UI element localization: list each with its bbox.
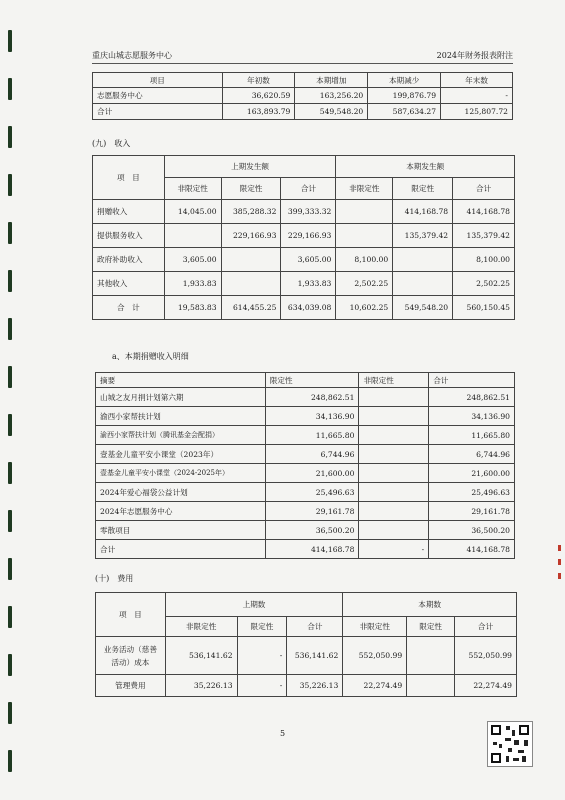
cell: 合计 [96, 540, 266, 559]
cell: 163,256.20 [295, 88, 368, 104]
cell: 1,933.83 [164, 272, 221, 296]
cell [393, 272, 453, 296]
cell: 零散项目 [96, 521, 266, 540]
cell: 合 计 [93, 296, 165, 320]
cell: 14,045.00 [164, 200, 221, 224]
col-header: 非限定性 [343, 617, 407, 637]
col-header: 限定性 [407, 617, 455, 637]
cell: 35,226.13 [287, 675, 343, 697]
cell [221, 248, 281, 272]
cell: 山城之友月捐计划第六期 [96, 388, 266, 407]
cell [336, 224, 393, 248]
cell: 414,168.78 [393, 200, 453, 224]
cell: 36,500.20 [265, 521, 359, 540]
cell: 11,665.80 [265, 426, 359, 445]
cell [393, 248, 453, 272]
cell: - [359, 540, 429, 559]
col-header: 合计 [281, 178, 336, 200]
col-group-prev: 上期数 [165, 593, 343, 617]
cell [359, 407, 429, 426]
cell: 合计 [93, 104, 223, 120]
col-header: 合计 [287, 617, 343, 637]
cell: 34,136.90 [429, 407, 515, 426]
cell [359, 521, 429, 540]
col-header: 摘要 [96, 373, 266, 388]
cell: 29,161.78 [265, 502, 359, 521]
qr-code-icon [487, 721, 533, 767]
cell: 549,548.20 [295, 104, 368, 120]
cell: 11,665.80 [429, 426, 515, 445]
cell [221, 272, 281, 296]
col-header: 项目 [93, 73, 223, 88]
table-row [96, 637, 517, 675]
cell: 163,893.79 [222, 104, 295, 120]
cell: 2024年爱心福袋公益计划 [96, 483, 266, 502]
col-header: 本期增加 [295, 73, 368, 88]
col-header: 合计 [429, 373, 515, 388]
cell: 政府补助收入 [93, 248, 165, 272]
col-header: 限定性 [393, 178, 453, 200]
cell: 399,333.32 [281, 200, 336, 224]
cell: 渝西小家帮扶计划（腾讯基金会配捐） [96, 426, 266, 445]
binding-marks [8, 30, 14, 790]
cell: 587,634.27 [368, 104, 441, 120]
col-header: 非限定性 [164, 178, 221, 200]
cell: 渝西小家帮扶计划 [96, 407, 266, 426]
table-row [96, 483, 515, 502]
col-header: 限定性 [265, 373, 359, 388]
cell: 22,274.49 [343, 675, 407, 697]
cell: 414,168.78 [429, 540, 515, 559]
cell: 志愿服务中心 [93, 88, 223, 104]
page-header [92, 50, 513, 64]
cell [359, 502, 429, 521]
table-row [96, 426, 515, 445]
cell: 业务活动（慈善活动）成本 [96, 637, 166, 675]
cell: - [237, 675, 287, 697]
cell: - [441, 88, 513, 104]
col-header: 非限定性 [336, 178, 393, 200]
cell: 29,161.78 [429, 502, 515, 521]
cell: 8,100.00 [453, 248, 515, 272]
cell: 552,050.99 [343, 637, 407, 675]
cell: 6,744.96 [429, 445, 515, 464]
col-header: 年末数 [441, 73, 513, 88]
table-row [96, 675, 517, 697]
cell: 3,605.00 [164, 248, 221, 272]
col-header: 非限定性 [359, 373, 429, 388]
cell: 248,862.51 [265, 388, 359, 407]
cell: 2,502.25 [336, 272, 393, 296]
cell: 135,379.42 [393, 224, 453, 248]
cell: 414,168.78 [453, 200, 515, 224]
cell [164, 224, 221, 248]
col-header: 限定性 [237, 617, 287, 637]
cell: 21,600.00 [265, 464, 359, 483]
cell: 549,548.20 [393, 296, 453, 320]
cell: 1,933.83 [281, 272, 336, 296]
cell: 管理费用 [96, 675, 166, 697]
page-number: 5 [279, 729, 286, 738]
section-title-expenses: (十) 费用 [95, 574, 134, 583]
fund-balance-table [92, 72, 513, 120]
col-header: 年初数 [222, 73, 295, 88]
cell: 229,166.93 [221, 224, 281, 248]
cell: 634,039.08 [281, 296, 336, 320]
col-header: 合计 [455, 617, 517, 637]
cell: 捐赠收入 [93, 200, 165, 224]
cell: 22,274.49 [455, 675, 517, 697]
income-table [92, 155, 515, 320]
cell: 壹基金儿童平安小课堂（2024-2025年） [96, 464, 266, 483]
subsection-title-donations: a、本期捐赠收入明细 [112, 352, 189, 361]
cell: 其他收入 [93, 272, 165, 296]
cell [359, 464, 429, 483]
cell: 10,602.25 [336, 296, 393, 320]
cell: 19,583.83 [164, 296, 221, 320]
table-row [96, 464, 515, 483]
cell [359, 388, 429, 407]
table-row [93, 88, 513, 104]
col-group-prev: 上期发生额 [164, 156, 336, 178]
cell [359, 483, 429, 502]
table-row [96, 502, 515, 521]
col-header-item: 项 目 [93, 156, 165, 200]
cell [336, 200, 393, 224]
table-row-total [96, 540, 515, 559]
col-group-curr: 本期数 [343, 593, 517, 617]
cell [359, 445, 429, 464]
cell: 414,168.78 [265, 540, 359, 559]
cell: 25,496.63 [429, 483, 515, 502]
cell: 614,455.25 [221, 296, 281, 320]
cell: 536,141.62 [165, 637, 237, 675]
table-row [93, 248, 515, 272]
edge-marks [557, 545, 561, 585]
table-row [96, 445, 515, 464]
header-org: 重庆山城志愿服务中心 [92, 51, 172, 60]
cell: 36,500.20 [429, 521, 515, 540]
col-header: 非限定性 [165, 617, 237, 637]
col-group-curr: 本期发生额 [336, 156, 515, 178]
col-header: 合计 [453, 178, 515, 200]
col-header: 本期减少 [368, 73, 441, 88]
cell: 36,620.59 [222, 88, 295, 104]
cell: 35,226.13 [165, 675, 237, 697]
table-row [96, 407, 515, 426]
cell: - [237, 637, 287, 675]
cell: 135,379.42 [453, 224, 515, 248]
cell: 25,496.63 [265, 483, 359, 502]
cell: 560,150.45 [453, 296, 515, 320]
col-header: 限定性 [221, 178, 281, 200]
table-row [93, 104, 513, 120]
table-row [96, 388, 515, 407]
cell [359, 426, 429, 445]
cell [407, 675, 455, 697]
expense-table [95, 592, 517, 697]
donation-detail-table [95, 372, 515, 559]
cell: 壹基金儿童平安小课堂（2023年） [96, 445, 266, 464]
cell: 8,100.00 [336, 248, 393, 272]
cell: 2024年志愿服务中心 [96, 502, 266, 521]
cell: 385,288.32 [221, 200, 281, 224]
cell: 229,166.93 [281, 224, 336, 248]
cell: 3,605.00 [281, 248, 336, 272]
cell: 248,862.51 [429, 388, 515, 407]
table-row-total [93, 296, 515, 320]
table-row [93, 224, 515, 248]
cell: 199,876.79 [368, 88, 441, 104]
section-title-income: (九) 收入 [92, 139, 131, 148]
cell: 34,136.90 [265, 407, 359, 426]
cell: 2,502.25 [453, 272, 515, 296]
cell: 125,807.72 [441, 104, 513, 120]
col-header-item: 项 目 [96, 593, 166, 637]
cell: 6,744.96 [265, 445, 359, 464]
cell: 536,141.62 [287, 637, 343, 675]
cell [407, 637, 455, 675]
header-doc-title: 2024年财务报表附注 [436, 51, 513, 60]
cell: 552,050.99 [455, 637, 517, 675]
table-row [93, 272, 515, 296]
table-row [93, 200, 515, 224]
cell: 21,600.00 [429, 464, 515, 483]
cell: 提供服务收入 [93, 224, 165, 248]
table-row [96, 521, 515, 540]
